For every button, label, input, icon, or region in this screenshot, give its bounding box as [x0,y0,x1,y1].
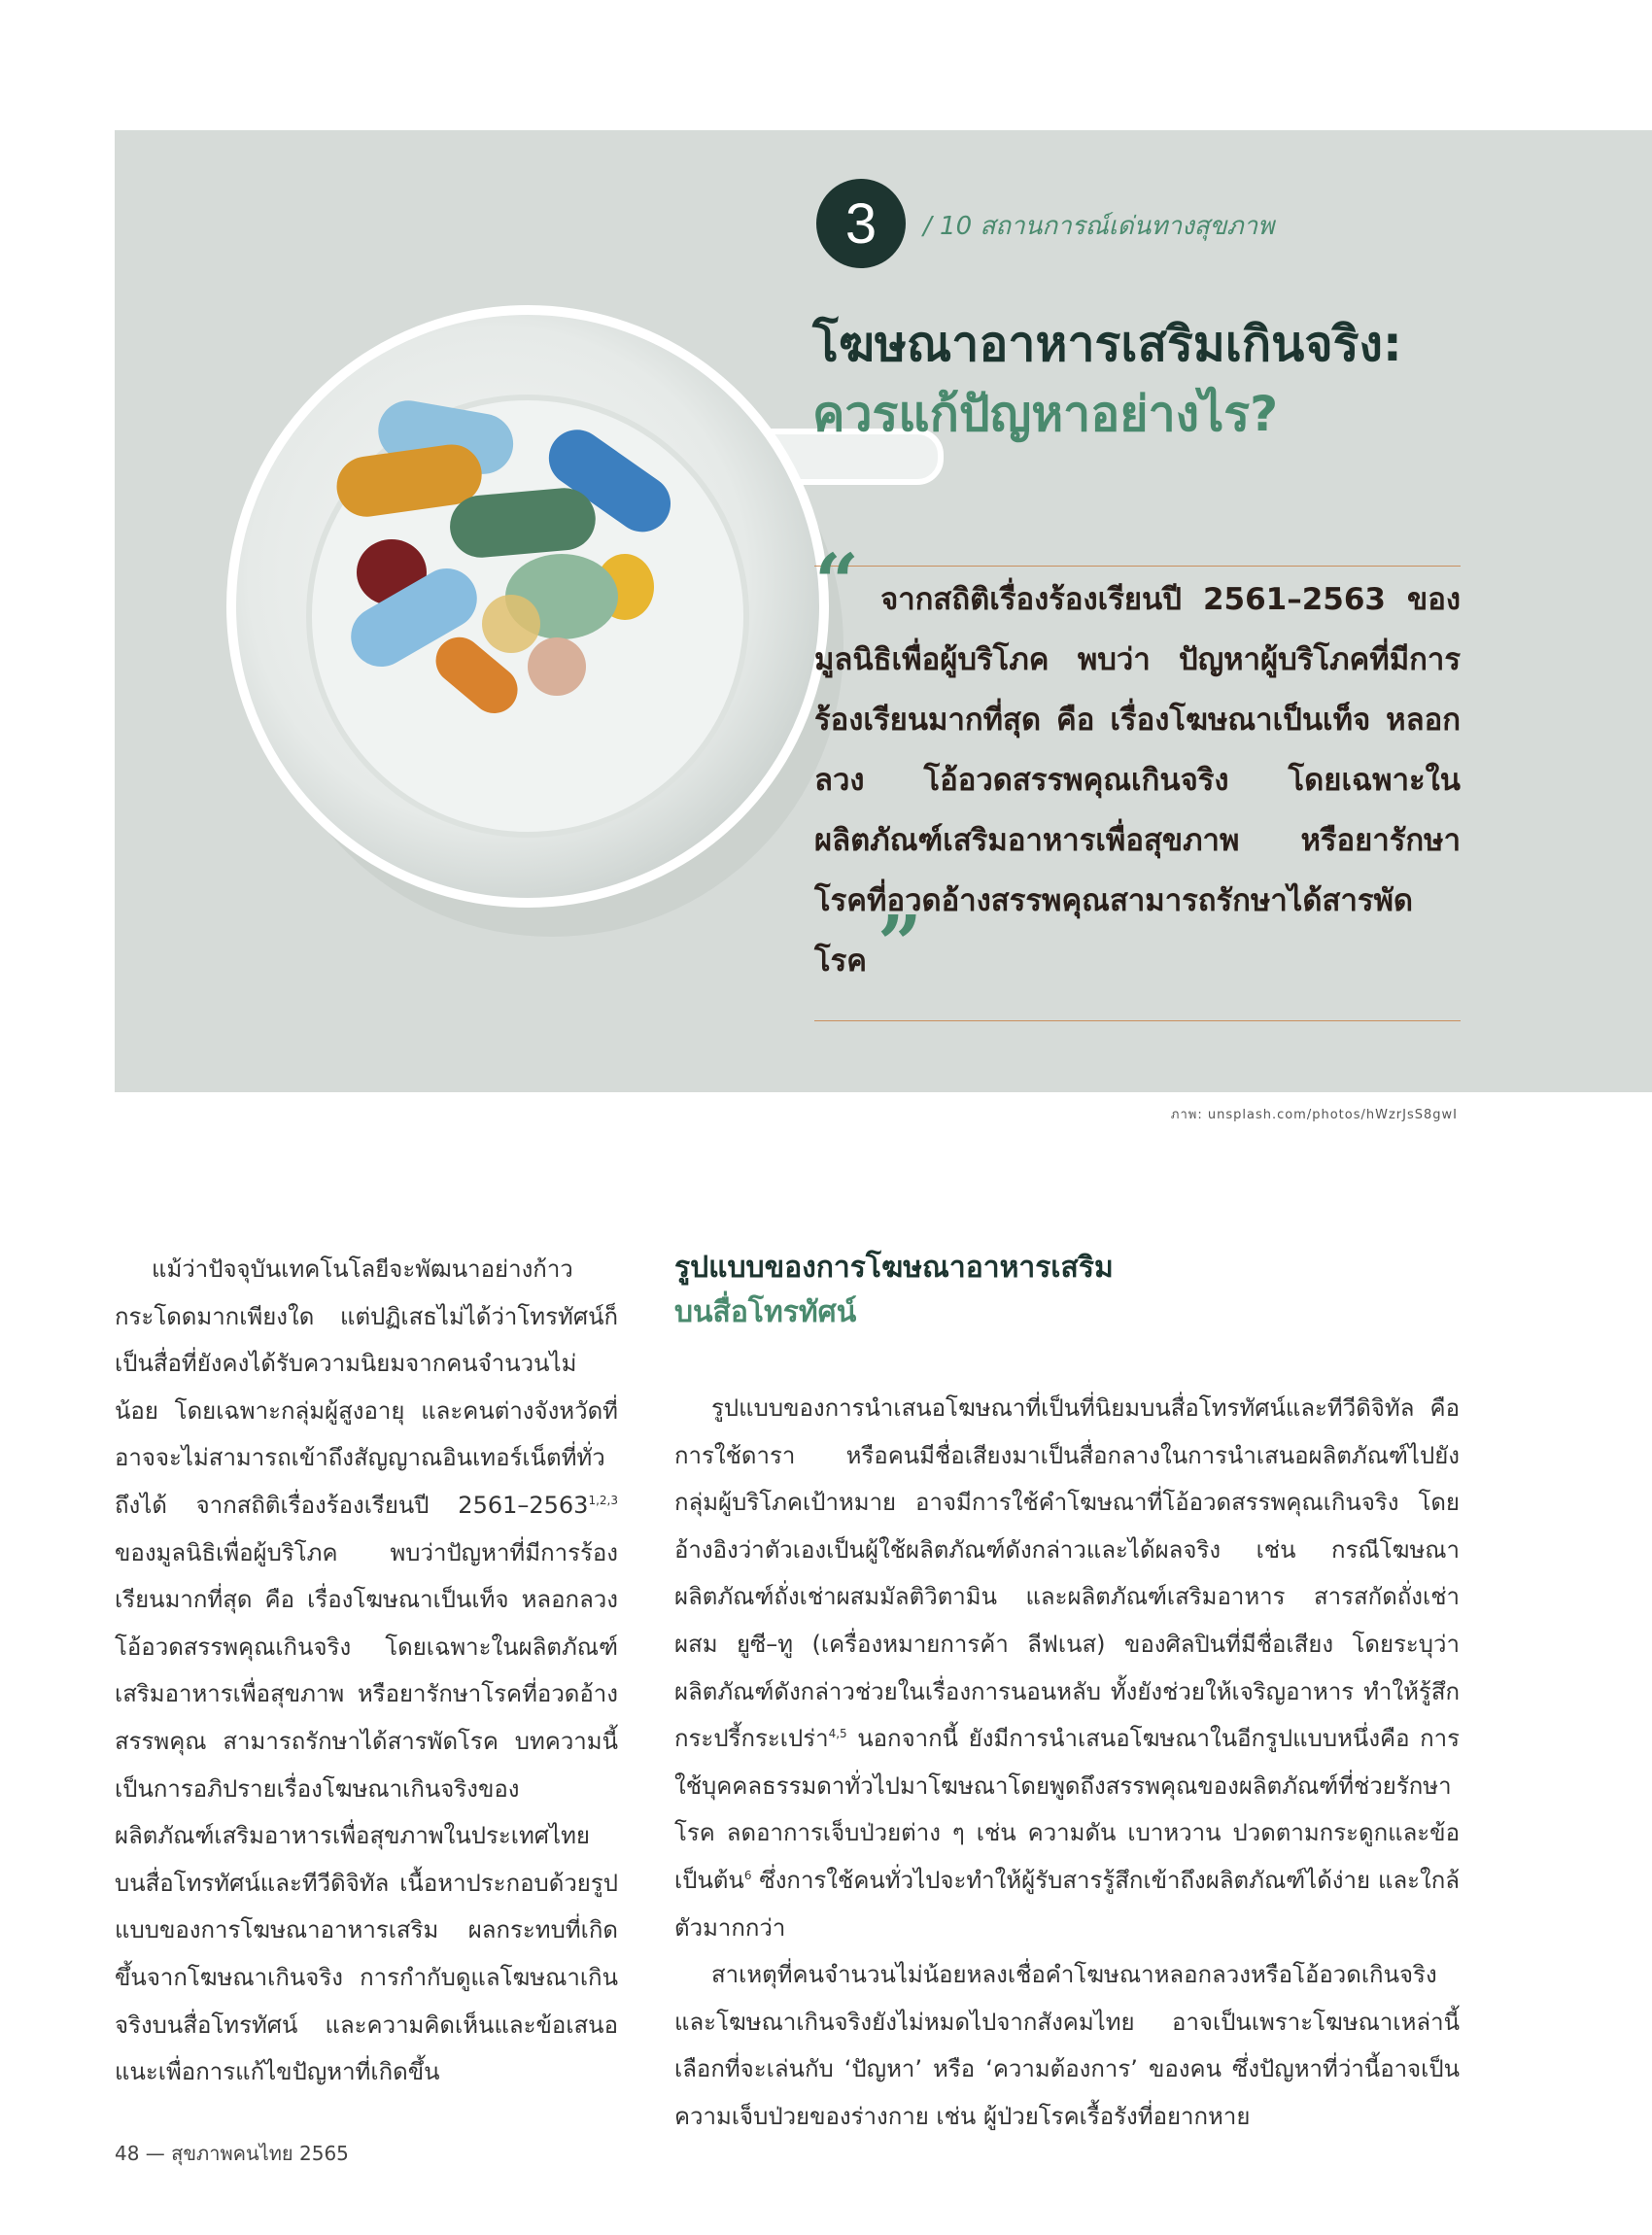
section-heading-line-1: รูปแบบของการโฆษณาอาหารเสริม [674,1251,1114,1285]
title-line-2: ควรแก้ปัญหาอย่างไร? [812,386,1279,442]
title-line-1: โฆษณาอาหารเสริมเกินจริง: [812,316,1402,372]
body-text-1c: ซึ่งการใช้คนทั่วไปจะทำให้ผู้รับสารรู้สึกเข้าถึงผลิตภัณฑ์ได้ง่าย และใกล้ตัวมากกว่า [674,1866,1460,1942]
reference-2: 4,5 [828,1727,847,1741]
intro-text-2: ของมูลนิธิเพื่อผู้บริโภค พบว่าปัญหาที่มีการร้องเรียนมากที่สุด คือ เรื่องโฆษณาเป็นเท็จ หลอกลวง โอ้อวดสรรพคุณเกินจริง โดยเฉพาะในผลิตภัณฑ์เสริมอาหารเพื่อสุขภาพ หรือยารักษาโรคที่อวดอ้างสรรพคุณ สามารถรักษาได้สารพัดโรค บทความนี้เป็นการอภิปรายเรื่องโฆษณาเกินจริงของผลิตภัณฑ์เสริมอาหารเพื่อสุขภาพในประเทศไทยบนสื่อโทรทัศน์และทีวีดิจิทัล เนื้อหาประกอบด้วยรูปแบบของการโฆษณาอาหารเสริม ผลกระทบที่เกิดขึ้นจากโฆษณาเกินจริง การกำกับดูแลโฆษณาเกินจริงบนสื่อโทรทัศน์ และความคิดเห็นและข้อเสนอแนะเพื่อการแก้ไขปัญหาที่เกิดขึ้น [115,1538,618,2086]
reference-1: 1,2,3 [588,1493,618,1507]
feature-number: 3 [844,191,878,256]
section-heading-line-2: บนสื่อโทรทัศน์ [674,1295,857,1329]
body-paragraph-1 [674,1385,1460,1951]
feature-number-badge [816,179,906,268]
body-text-1a: รูปแบบของการนำเสนอโฆษณาที่เป็นที่นิยมบนสื่อโทรทัศน์และทีวีดิจิทัล คือ การใช้ดารา หรือคนมีชื่อเสียงมาเป็นสื่อกลางในการนำเสนอผลิตภัณฑ์ไปยังกลุ่มผู้บริโภคเป้าหมาย อาจมีการใช้คำโฆษณาที่โอ้อวดสรรพคุณเกินจริง โดยอ้างอิงว่าตัวเองเป็นผู้ใช้ผลิตภัณฑ์ดังกล่าวและได้ผลจริง เช่น กรณีโฆษณาผลิตภัณฑ์ถั่งเช่าผสมมัลติวิตามิน และผลิตภัณฑ์เสริมอาหาร สารสกัดถั่งเช่า ผสม ยูซี–ทู (เครื่องหมายการค้า ลีฟเนส) ของศิลปินที่มีชื่อเสียง โดยระบุว่าผลิตภัณฑ์ดังกล่าวช่วยในเรื่องการนอนหลับ ทั้งยังช่วยให้เจริญอาหาร ทำให้รู้สึกกระปรี้กระเปร่า [674,1394,1460,1753]
quote-top-rule [814,566,1461,567]
page-footer: 48 — สุขภาพคนไทย 2565 [115,2142,349,2165]
left-column [115,1246,618,2096]
photo-credit: ภาพ: unsplash.com/photos/hWzrJsS8gwI [1170,1108,1458,1122]
quote-bottom-rule [814,1020,1461,1021]
opening-quote-icon: “ [814,536,860,628]
closing-quote-icon: ” [877,898,922,989]
series-label: / 10 สถานการณ์เด่นทางสุขภาพ [923,212,1275,241]
intro-text-1: แม้ว่าปัจจุบันเทคโนโลยีจะพัฒนาอย่างก้าวกระโดดมากเพียงใด แต่ปฏิเสธไม่ได้ว่าโทรทัศน์ก็เป็นสื่อที่ยังคงได้รับความนิยมจากคนจำนวนไม่น้อย โดยเฉพาะกลุ่มผู้สูงอายุ และคนต่างจังหวัดที่อาจจะไม่สามารถเข้าถึงสัญญาณอินเทอร์เน็ตที่ทั่วถึงได้ จากสถิติเรื่องร้องเรียนปี 2561–2563 [115,1255,618,1519]
body-paragraph-2: สาเหตุที่คนจำนวนไม่น้อยหลงเชื่อคำโฆษณาหลอกลวงหรือโอ้อวดเกินจริงและโฆษณาเกินจริงยังไม่หมดไปจากสังคมไทย อาจเป็นเพราะโฆษณาเหล่านี้เลือกที่จะเล่นกับ ‘ปัญหา’ หรือ ‘ความต้องการ’ ของคน ซึ่งปัญหาที่ว่านี้อาจเป็นความเจ็บป่วยของร่างกาย เช่น ผู้ป่วยโรคเรื้อรังที่อยากหาย [674,1961,1460,2130]
intro-paragraph [115,1246,618,2096]
pull-quote [814,536,1461,991]
section-heading [674,1246,1114,1335]
right-column [674,1385,1460,2141]
page-title [812,309,1493,449]
body-text-1b: นอกจากนี้ ยังมีการนำเสนอโฆษณาในอีกรูปแบบหนึ่งคือ การใช้บุคคลธรรมดาทั่วไปมาโฆษณาโดยพูดถึงสรรพคุณของผลิตภัณฑ์ที่ช่วยรักษาโรค ลดอาการเจ็บป่วยต่าง ๆ เช่น ความดัน เบาหวาน ปวดตามกระดูกและข้อ เป็นต้น [674,1725,1460,1894]
reference-3: 6 [743,1868,752,1882]
pull-quote-text: จากสถิติเรื่องร้องเรียนปี 2561–2563 ของมูลนิธิเพื่อผู้บริโภค พบว่า ปัญหาผู้บริโภคที่มีการร้องเรียนมากที่สุด คือ เรื่องโฆษณาเป็นเท็จ หลอกลวง โอ้อวดสรรพคุณเกินจริง โดยเฉพาะในผลิตภัณฑ์เสริมอาหารเพื่อสุขภาพ หรือยารักษาโรคที่อวดอ้างสรรพคุณสามารถรักษาได้สารพัดโรค [814,582,1461,979]
